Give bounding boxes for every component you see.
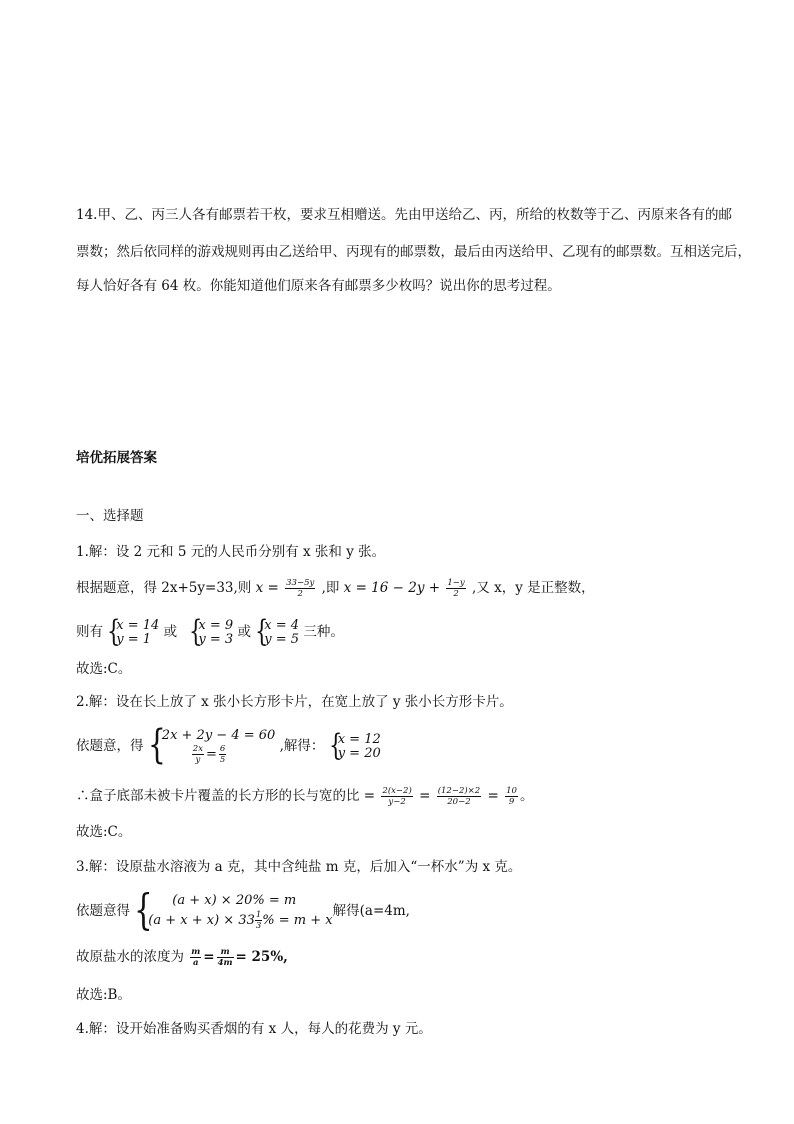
answers-heading: 培优拓展答案 bbox=[76, 450, 157, 466]
q2-line-2-text-b: ,解得： bbox=[279, 738, 325, 754]
q1-or-2: 或 bbox=[237, 624, 251, 640]
q3-system-row-1: (a + x) × 20% = m bbox=[172, 893, 297, 908]
brace-icon: { bbox=[134, 885, 154, 934]
q3-line-1: 3.解：设原盐水溶液为 a 克，其中含纯盐 m 克，后加入“一杯水”为 x 克。 bbox=[76, 859, 522, 875]
q1-line-2-text-d: ,又 x，y 是正整数， bbox=[472, 580, 595, 596]
q1-system-1 bbox=[107, 613, 160, 649]
q3-conc-frac-2-num: m bbox=[217, 947, 234, 958]
q3-conc-frac-2-den: 4m bbox=[217, 958, 233, 968]
q1-or-1: 或 bbox=[163, 624, 178, 640]
q2-eq-3: = bbox=[487, 788, 499, 804]
q2-ratio-frac-1-num: 2(x−2) bbox=[382, 786, 412, 796]
q1-fraction-1-num: 33−5y bbox=[286, 578, 315, 588]
q1-answer: 故选:C。 bbox=[76, 661, 132, 677]
q3-conc-frac-1-num: m bbox=[191, 947, 201, 957]
q3-eq: = bbox=[203, 949, 215, 965]
q1-system-2 bbox=[189, 613, 234, 649]
q1-fraction-2-den: 2 bbox=[453, 589, 459, 599]
q3-third-frac-den: 3 bbox=[255, 921, 262, 931]
problem-14-line-3: 每人恰好各有 64 枚。你能知道他们原来各有邮票多少枚吗？说出你的思考过程。 bbox=[76, 278, 561, 294]
q2-ratio-frac-3 bbox=[505, 786, 518, 807]
q3-line-2-text-a: 依题意得 bbox=[76, 903, 130, 919]
q2-frac-a bbox=[192, 744, 204, 765]
q3-system-row-2 bbox=[148, 910, 332, 931]
q2-result bbox=[328, 727, 381, 763]
q2-eq-sign: = bbox=[206, 747, 217, 762]
q1-line-1: 1.解：设 2 元和 5 元的人民币分别有 x 张和 y 张。 bbox=[76, 544, 386, 560]
q2-line-3-end: 。 bbox=[519, 788, 534, 804]
section-title: 一、选择题 bbox=[76, 508, 144, 524]
q3-line-2-text-b: 解得(a=4m, bbox=[332, 903, 410, 919]
q3-line-3-text-a: 故原盐水的浓度为 bbox=[76, 949, 184, 965]
q2-ratio-frac-3-den: 9 bbox=[508, 797, 515, 807]
q1-line-3-text-a: 则有 bbox=[76, 624, 103, 640]
q3-conc-frac-2 bbox=[217, 947, 234, 968]
q1-system-2-row-2: y = 3 bbox=[198, 631, 234, 647]
q1-fraction-2-num: 1−y bbox=[447, 578, 465, 588]
q2-line-2-text-a: 依题意，得 bbox=[76, 738, 144, 754]
q1-system-1-row-1: x = 14 bbox=[116, 617, 160, 633]
brace-icon: { bbox=[189, 613, 203, 649]
q1-system-1-row-2: y = 1 bbox=[116, 631, 152, 647]
q1-fraction-2 bbox=[446, 578, 465, 599]
q2-answer: 故选:C。 bbox=[76, 824, 132, 840]
q1-line-2-text-b: ,即 bbox=[321, 580, 340, 596]
brace-icon: { bbox=[255, 613, 269, 649]
brace-icon: { bbox=[147, 722, 166, 768]
q1-fraction-1-den: 2 bbox=[297, 589, 303, 599]
q3-answer: 故选:B。 bbox=[76, 987, 131, 1003]
q2-system-row-1: 2x + 2y − 4 = 60 bbox=[161, 728, 276, 743]
q2-system-row-2 bbox=[162, 744, 276, 765]
q3-conc-frac-1-den: a bbox=[193, 958, 199, 968]
q1-line-2 bbox=[76, 578, 595, 599]
q2-system bbox=[147, 722, 276, 768]
q2-frac-b-den: 5 bbox=[219, 755, 226, 765]
q2-eq-2: = bbox=[419, 788, 431, 804]
q1-fraction-1 bbox=[285, 578, 315, 599]
q1-line-3 bbox=[76, 613, 344, 649]
q4-line-1: 4.解：设开始准备购买香烟的有 x 人，每人的花费为 y 元。 bbox=[76, 1021, 432, 1037]
q3-system-row-2-b: % = m + x bbox=[262, 913, 333, 928]
q1-line-3-text-b: 三种。 bbox=[303, 624, 344, 640]
q2-frac-b-num: 6 bbox=[219, 744, 226, 754]
q2-frac-a-den: y bbox=[195, 755, 201, 765]
brace-icon: { bbox=[328, 727, 343, 763]
q2-ratio-frac-2-den: 20−2 bbox=[447, 797, 471, 807]
q2-line-2 bbox=[76, 722, 381, 768]
q1-system-2-row-1: x = 9 bbox=[198, 617, 234, 633]
q1-eq-x: x = bbox=[255, 580, 279, 596]
q3-conc-frac-1 bbox=[190, 947, 201, 968]
q3-system-row-2-a: (a + x + x) × 33 bbox=[148, 913, 255, 928]
q1-eq-2: x = 16 − 2y + bbox=[343, 580, 441, 596]
q3-system bbox=[134, 885, 333, 934]
q3-line-2 bbox=[76, 885, 410, 934]
q2-ratio-frac-2 bbox=[437, 786, 482, 807]
q2-eq-1: = bbox=[363, 788, 376, 804]
brace-icon: { bbox=[107, 613, 121, 649]
problem-14-line-2: 票数；然后依同样的游戏规则再由乙送给甲、丙现有的邮票数，最后由丙送给甲、乙现有的邮票数。互相送完后， bbox=[76, 244, 751, 260]
q3-third-frac-num: 1 bbox=[255, 910, 262, 920]
q2-result-row-2: y = 20 bbox=[337, 745, 381, 761]
q1-line-2-text-a: 根据题意，得 2x+5y=33,则 bbox=[76, 580, 252, 596]
q1-system-3-row-2: y = 5 bbox=[264, 631, 300, 647]
q2-ratio-frac-2-num: (12−2)×2 bbox=[437, 786, 481, 796]
q2-ratio-frac-3-num: 10 bbox=[506, 786, 517, 796]
q2-line-1: 2.解：设在长上放了 x 张小长方形卡片，在宽上放了 y 张小长方形卡片。 bbox=[76, 694, 513, 710]
q1-system-3 bbox=[255, 613, 300, 649]
q2-ratio-frac-1 bbox=[381, 786, 412, 807]
q1-system-3-row-1: x = 4 bbox=[264, 617, 300, 633]
q2-frac-a-num: 2x bbox=[192, 744, 203, 754]
q2-line-3-text-a: ∴盒子底部未被卡片覆盖的长方形的长与宽的比 bbox=[76, 788, 360, 804]
q2-ratio-frac-1-den: y−2 bbox=[388, 797, 406, 807]
q3-line-3 bbox=[76, 945, 288, 969]
problem-14-line-1: 14.甲、乙、丙三人各有邮票若干枚，要求互相赠送。先由甲送给乙、丙，所给的枚数等于乙、丙原来各有的邮 bbox=[76, 207, 732, 223]
q2-result-row-1: x = 12 bbox=[337, 731, 381, 747]
q2-line-3 bbox=[76, 784, 533, 808]
q3-line-3-text-b: = 25%, bbox=[235, 949, 288, 965]
q2-frac-b bbox=[219, 744, 226, 765]
